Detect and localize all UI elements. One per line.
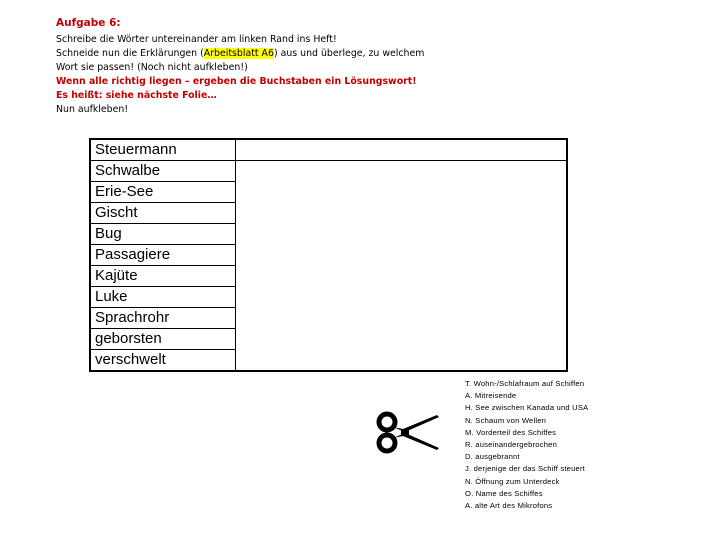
task-instructions (56, 16, 476, 117)
word-cell: Passagiere (90, 245, 236, 266)
answer-cell (236, 224, 568, 245)
table-row (90, 224, 567, 245)
instruction-line-4: Nun aufkleben! (56, 104, 129, 115)
clue-item: N. Öffnung zum Unterdeck (465, 476, 560, 486)
clue-list (465, 378, 715, 512)
clue-item: M. Vorderteil des Schiffes (465, 427, 557, 437)
word-cell: Kajüte (90, 266, 236, 287)
table-row (90, 139, 567, 161)
answer-cell (236, 203, 568, 224)
clue-item: H. See zwischen Kanada und USA (465, 403, 589, 413)
answer-cell (236, 329, 568, 350)
clue-item: T. Wohn-/Schlafraum auf Schiffen (465, 379, 585, 388)
table-row (90, 182, 567, 203)
word-cell: geborsten (90, 329, 236, 350)
table-row (90, 287, 567, 308)
table-row (90, 329, 567, 350)
clue-item: N. Schaum von Wellen (465, 415, 547, 425)
clue-item: A. Mitreisende (465, 391, 517, 401)
clue-item: D. ausgebrannt (465, 452, 520, 462)
answer-cell (236, 139, 568, 161)
table-row (90, 350, 567, 372)
table-row (90, 308, 567, 329)
answer-cell (236, 245, 568, 266)
instruction-line-3: Wort sie passen! (Noch nicht aufkleben!) (56, 62, 248, 73)
word-cell: Steuermann (90, 139, 236, 161)
table-row (90, 266, 567, 287)
answer-cell (236, 287, 568, 308)
instruction-line-2-end: ) aus und überlege, zu welchem (273, 48, 425, 59)
answer-cell (236, 161, 568, 182)
answer-cell (236, 266, 568, 287)
word-table (89, 138, 568, 372)
table-row (90, 245, 567, 266)
clue-item: J. derjenige der das Schiff steuert (465, 464, 585, 474)
answer-cell (236, 308, 568, 329)
scissors-icon (375, 410, 441, 456)
word-cell: verschwelt (90, 350, 236, 372)
table-row (90, 203, 567, 224)
instruction-line-2 (56, 47, 476, 61)
table-row (90, 161, 567, 182)
word-cell: Schwalbe (90, 161, 236, 182)
word-cell: Gischt (90, 203, 236, 224)
clue-item: A. alte Art des Mikrofons (465, 501, 553, 511)
word-cell: Sprachrohr (90, 308, 236, 329)
instruction-red-1: Wenn alle richtig liegen – ergeben die Buchstaben ein Lösungswort! (56, 76, 417, 87)
instruction-line-2-start: Schneide nun die Erklärungen ( (56, 48, 204, 59)
task-title: Aufgabe 6: (56, 17, 121, 29)
answer-cell (236, 350, 568, 372)
word-cell: Erie-See (90, 182, 236, 203)
instruction-red-2: Es heißt: siehe nächste Folie… (56, 90, 217, 101)
clue-item: R. auseinandergebrochen (465, 440, 557, 450)
word-cell: Luke (90, 287, 236, 308)
answer-cell (236, 182, 568, 203)
clue-item: O. Name des Schiffes (465, 488, 543, 498)
instruction-line-1: Schreibe die Wörter untereinander am linken Rand ins Heft! (56, 34, 337, 45)
worksheet-reference: Arbeitsblatt A6 (203, 48, 274, 59)
word-cell: Bug (90, 224, 236, 245)
